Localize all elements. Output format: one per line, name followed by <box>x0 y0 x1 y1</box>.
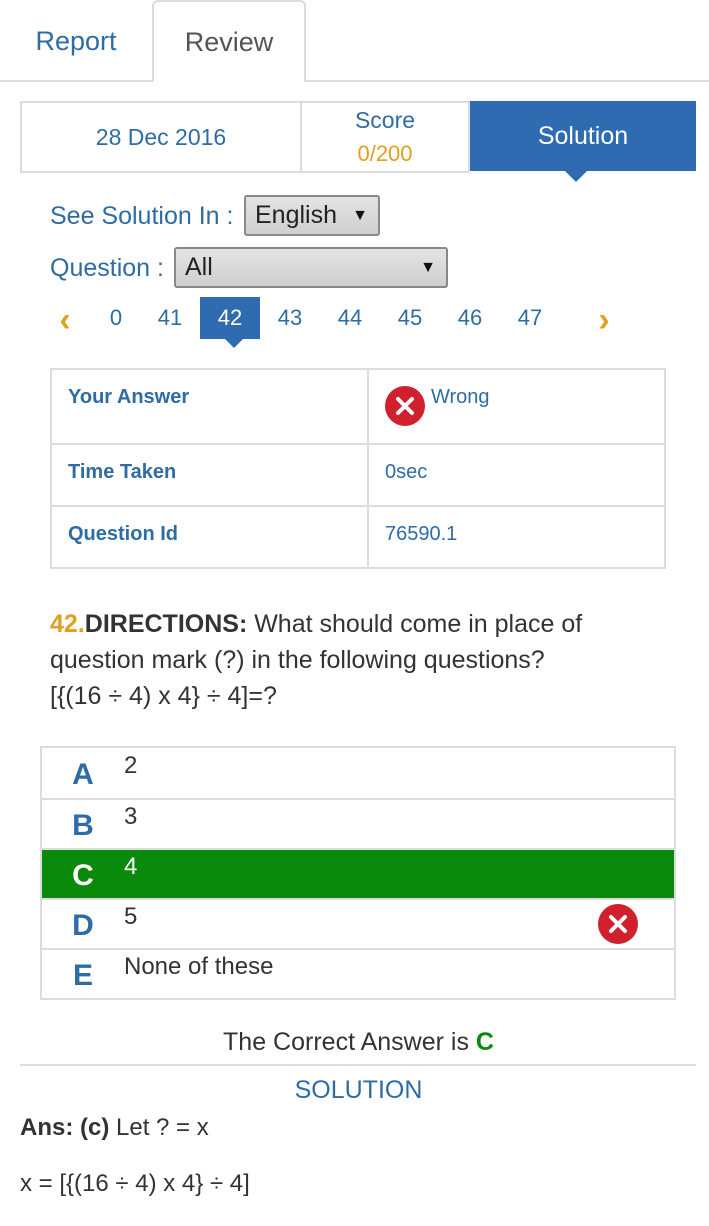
wrong-x-icon <box>385 386 425 426</box>
language-row <box>50 195 233 237</box>
chevron-left-icon[interactable]: ‹ <box>59 301 71 339</box>
table-row <box>51 444 665 506</box>
dropdown-caret-icon: ▼ <box>420 258 436 276</box>
question-body: What should come in place of question mark (?) in the following questions? <box>50 610 583 674</box>
question-expression: [{(16 ÷ 4) x 4} ÷ 4]=? <box>50 682 277 710</box>
score-box[interactable] <box>300 101 470 173</box>
tab-review[interactable]: Review <box>152 0 306 82</box>
option-c-correct[interactable] <box>42 848 674 898</box>
option-text: None of these <box>124 953 274 980</box>
question-filter-label: Question : <box>50 253 164 282</box>
active-page-pointer <box>225 339 243 348</box>
page-43[interactable]: 43 <box>277 305 303 330</box>
question-number: 42. <box>50 610 85 638</box>
tab-report[interactable]: Report <box>35 25 117 56</box>
chevron-right-icon[interactable]: › <box>598 301 610 339</box>
option-letter: B <box>72 809 94 842</box>
solution-answer-line <box>20 1114 209 1142</box>
option-text: 2 <box>124 752 138 779</box>
option-e[interactable] <box>42 948 674 998</box>
page-46[interactable]: 46 <box>457 305 483 330</box>
time-taken-value: 0sec <box>368 444 665 506</box>
correct-answer-text: The Correct Answer is <box>223 1028 476 1056</box>
page-42-active[interactable] <box>200 297 260 339</box>
your-answer-value: Wrong <box>431 386 490 408</box>
question-pager <box>0 297 709 347</box>
answer-info-table <box>50 368 666 569</box>
correct-answer-letter: C <box>475 1028 494 1056</box>
page-41[interactable]: 41 <box>157 305 183 330</box>
option-a[interactable] <box>42 748 674 798</box>
question-text <box>50 606 670 714</box>
language-value: English <box>255 201 337 229</box>
page-0[interactable]: 0 <box>109 305 123 330</box>
summary-bar <box>20 101 696 173</box>
question-filter-value: All <box>185 253 213 281</box>
solution-heading: SOLUTION <box>294 1076 423 1104</box>
score-label: Score <box>354 107 416 133</box>
solution-divider <box>20 1064 696 1066</box>
solution-answer-prefix: Ans: (c) <box>20 1114 110 1141</box>
language-select[interactable] <box>244 195 380 236</box>
option-letter: A <box>72 758 94 791</box>
directions-label: DIRECTIONS: <box>84 610 248 638</box>
table-row <box>51 506 665 568</box>
your-answer-cell <box>368 369 665 444</box>
page-45[interactable]: 45 <box>397 305 423 330</box>
language-label: See Solution In : <box>50 201 234 230</box>
top-tabs <box>0 0 709 82</box>
dropdown-caret-icon: ▼ <box>352 206 368 224</box>
option-letter: C <box>72 859 94 892</box>
your-answer-label: Your Answer <box>51 369 368 444</box>
option-letter: E <box>72 959 93 992</box>
solution-tab[interactable] <box>470 101 696 171</box>
correct-answer-line <box>0 1028 709 1057</box>
option-text: 4 <box>124 853 138 880</box>
question-id-value: 76590.1 <box>368 506 665 568</box>
test-date: 28 Dec 2016 <box>20 101 302 173</box>
page-47[interactable]: 47 <box>517 305 543 330</box>
solution-label: Solution <box>537 121 629 150</box>
page-42-label: 42 <box>217 305 243 330</box>
score-value: 0/200 <box>357 141 413 166</box>
option-letter: D <box>72 909 94 942</box>
question-filter-select[interactable] <box>174 247 448 288</box>
option-b[interactable] <box>42 798 674 848</box>
wrong-x-icon <box>598 904 638 944</box>
solution-step: x = [{(16 ÷ 4) x 4} ÷ 4] <box>20 1170 250 1197</box>
option-text: 3 <box>124 803 138 830</box>
option-d[interactable] <box>42 898 674 948</box>
page-44[interactable]: 44 <box>337 305 363 330</box>
table-row <box>51 369 665 444</box>
active-pointer <box>565 171 587 182</box>
solution-answer-text: Let ? = x <box>109 1114 209 1141</box>
question-id-label: Question Id <box>51 506 368 568</box>
options-list <box>40 746 676 1000</box>
option-text: 5 <box>124 903 138 930</box>
time-taken-label: Time Taken <box>51 444 368 506</box>
question-filter-row <box>50 247 164 289</box>
